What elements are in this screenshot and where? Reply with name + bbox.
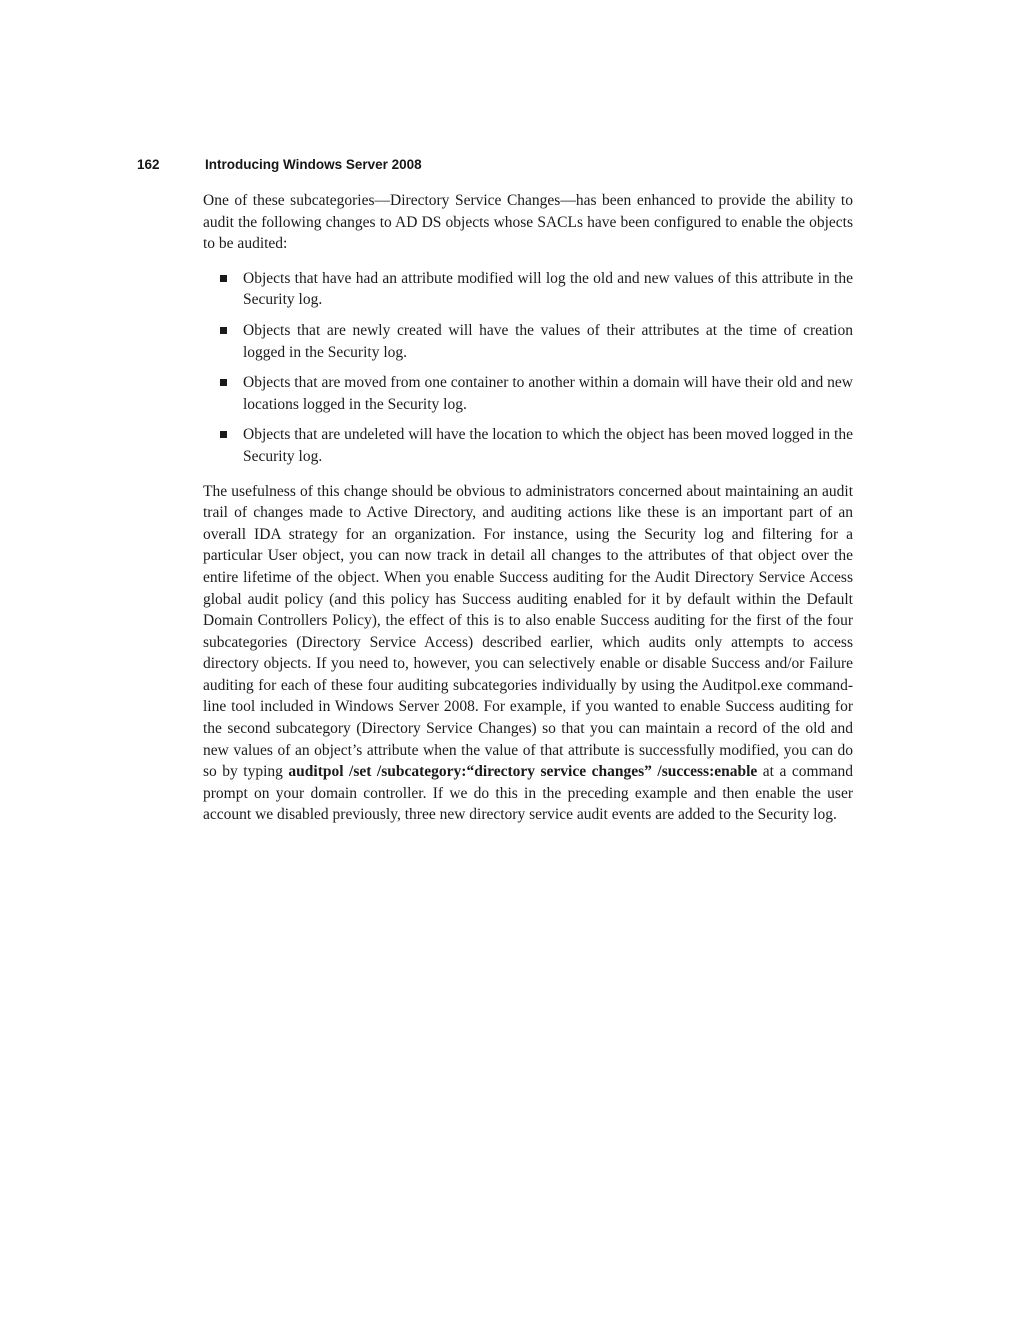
closing-paragraph-text: at a command prompt on your domain controller. If we do this in the preceding example and then enable the user account we disabled previously, three new directory service audit events are added to the Security log. [203,763,853,824]
bullet-text: Objects that have had an attribute modified will log the old and new values of this attribute in the Security log. [243,269,853,309]
closing-paragraph-text: The usefulness of this change should be obvious to administrators concerned about maintaining an audit trail of changes made to Active Directory, and auditing actions like these is an important part of an overall IDA strategy for an organization. For instance, using the Security log and filtering for a particular User object, you can now track in detail all changes to the attributes of that object over the entire lifetime of the object. When you enable Success auditing for the Audit Directory Service Access global audit policy (and this policy has Success auditing enabled for it by default within the Default Domain Controllers Policy), the effect of this is to also enable Success auditing for the first of the four subcategories (Directory Service Access) described earlier, which audits only attempts to access directory objects. If you need to, however, you can selectively enable or disable Success and/or Failure auditing for each of these four auditing subcategories individually by using the Auditpol.exe command-line tool included in Windows Server 2008. For example, if you wanted to enable Success auditing for the second subcategory (Directory Service Changes) so that you can maintain a record of the old and new values of an object’s attribute when the value of that attribute is successfully modified, you can do so by typing [203,482,853,781]
list-item [220,424,853,467]
command-line-text: auditpol /set /subcategory:“directory service changes” /success:enable [288,763,758,781]
list-item [220,268,853,311]
bullet-text: Objects that are moved from one container to another within a domain will have their old and new locations logged in the Security log. [243,374,853,413]
list-item [220,372,853,415]
bullet-text: Objects that are newly created will have the values of their attributes at the time of creation logged in the Security log. [243,321,853,361]
page-body [203,190,853,826]
bullet-list [203,268,853,468]
intro-paragraph: One of these subcategories—Directory Service Changes—has been enhanced to provide the ability to audit the following changes to AD DS objects whose SACLs have been configured to enable the objects to be audited: [203,192,853,253]
square-bullet-icon [220,379,227,386]
square-bullet-icon [220,431,227,438]
list-item [220,320,853,363]
page-number: 162 [137,157,160,172]
closing-paragraph [203,481,853,827]
square-bullet-icon [220,275,227,282]
square-bullet-icon [220,327,227,334]
bullet-text: Objects that are undeleted will have the location to which the object has been moved logged in the Security log. [243,426,853,465]
running-head-title: Introducing Windows Server 2008 [205,157,422,172]
running-header [137,157,422,172]
